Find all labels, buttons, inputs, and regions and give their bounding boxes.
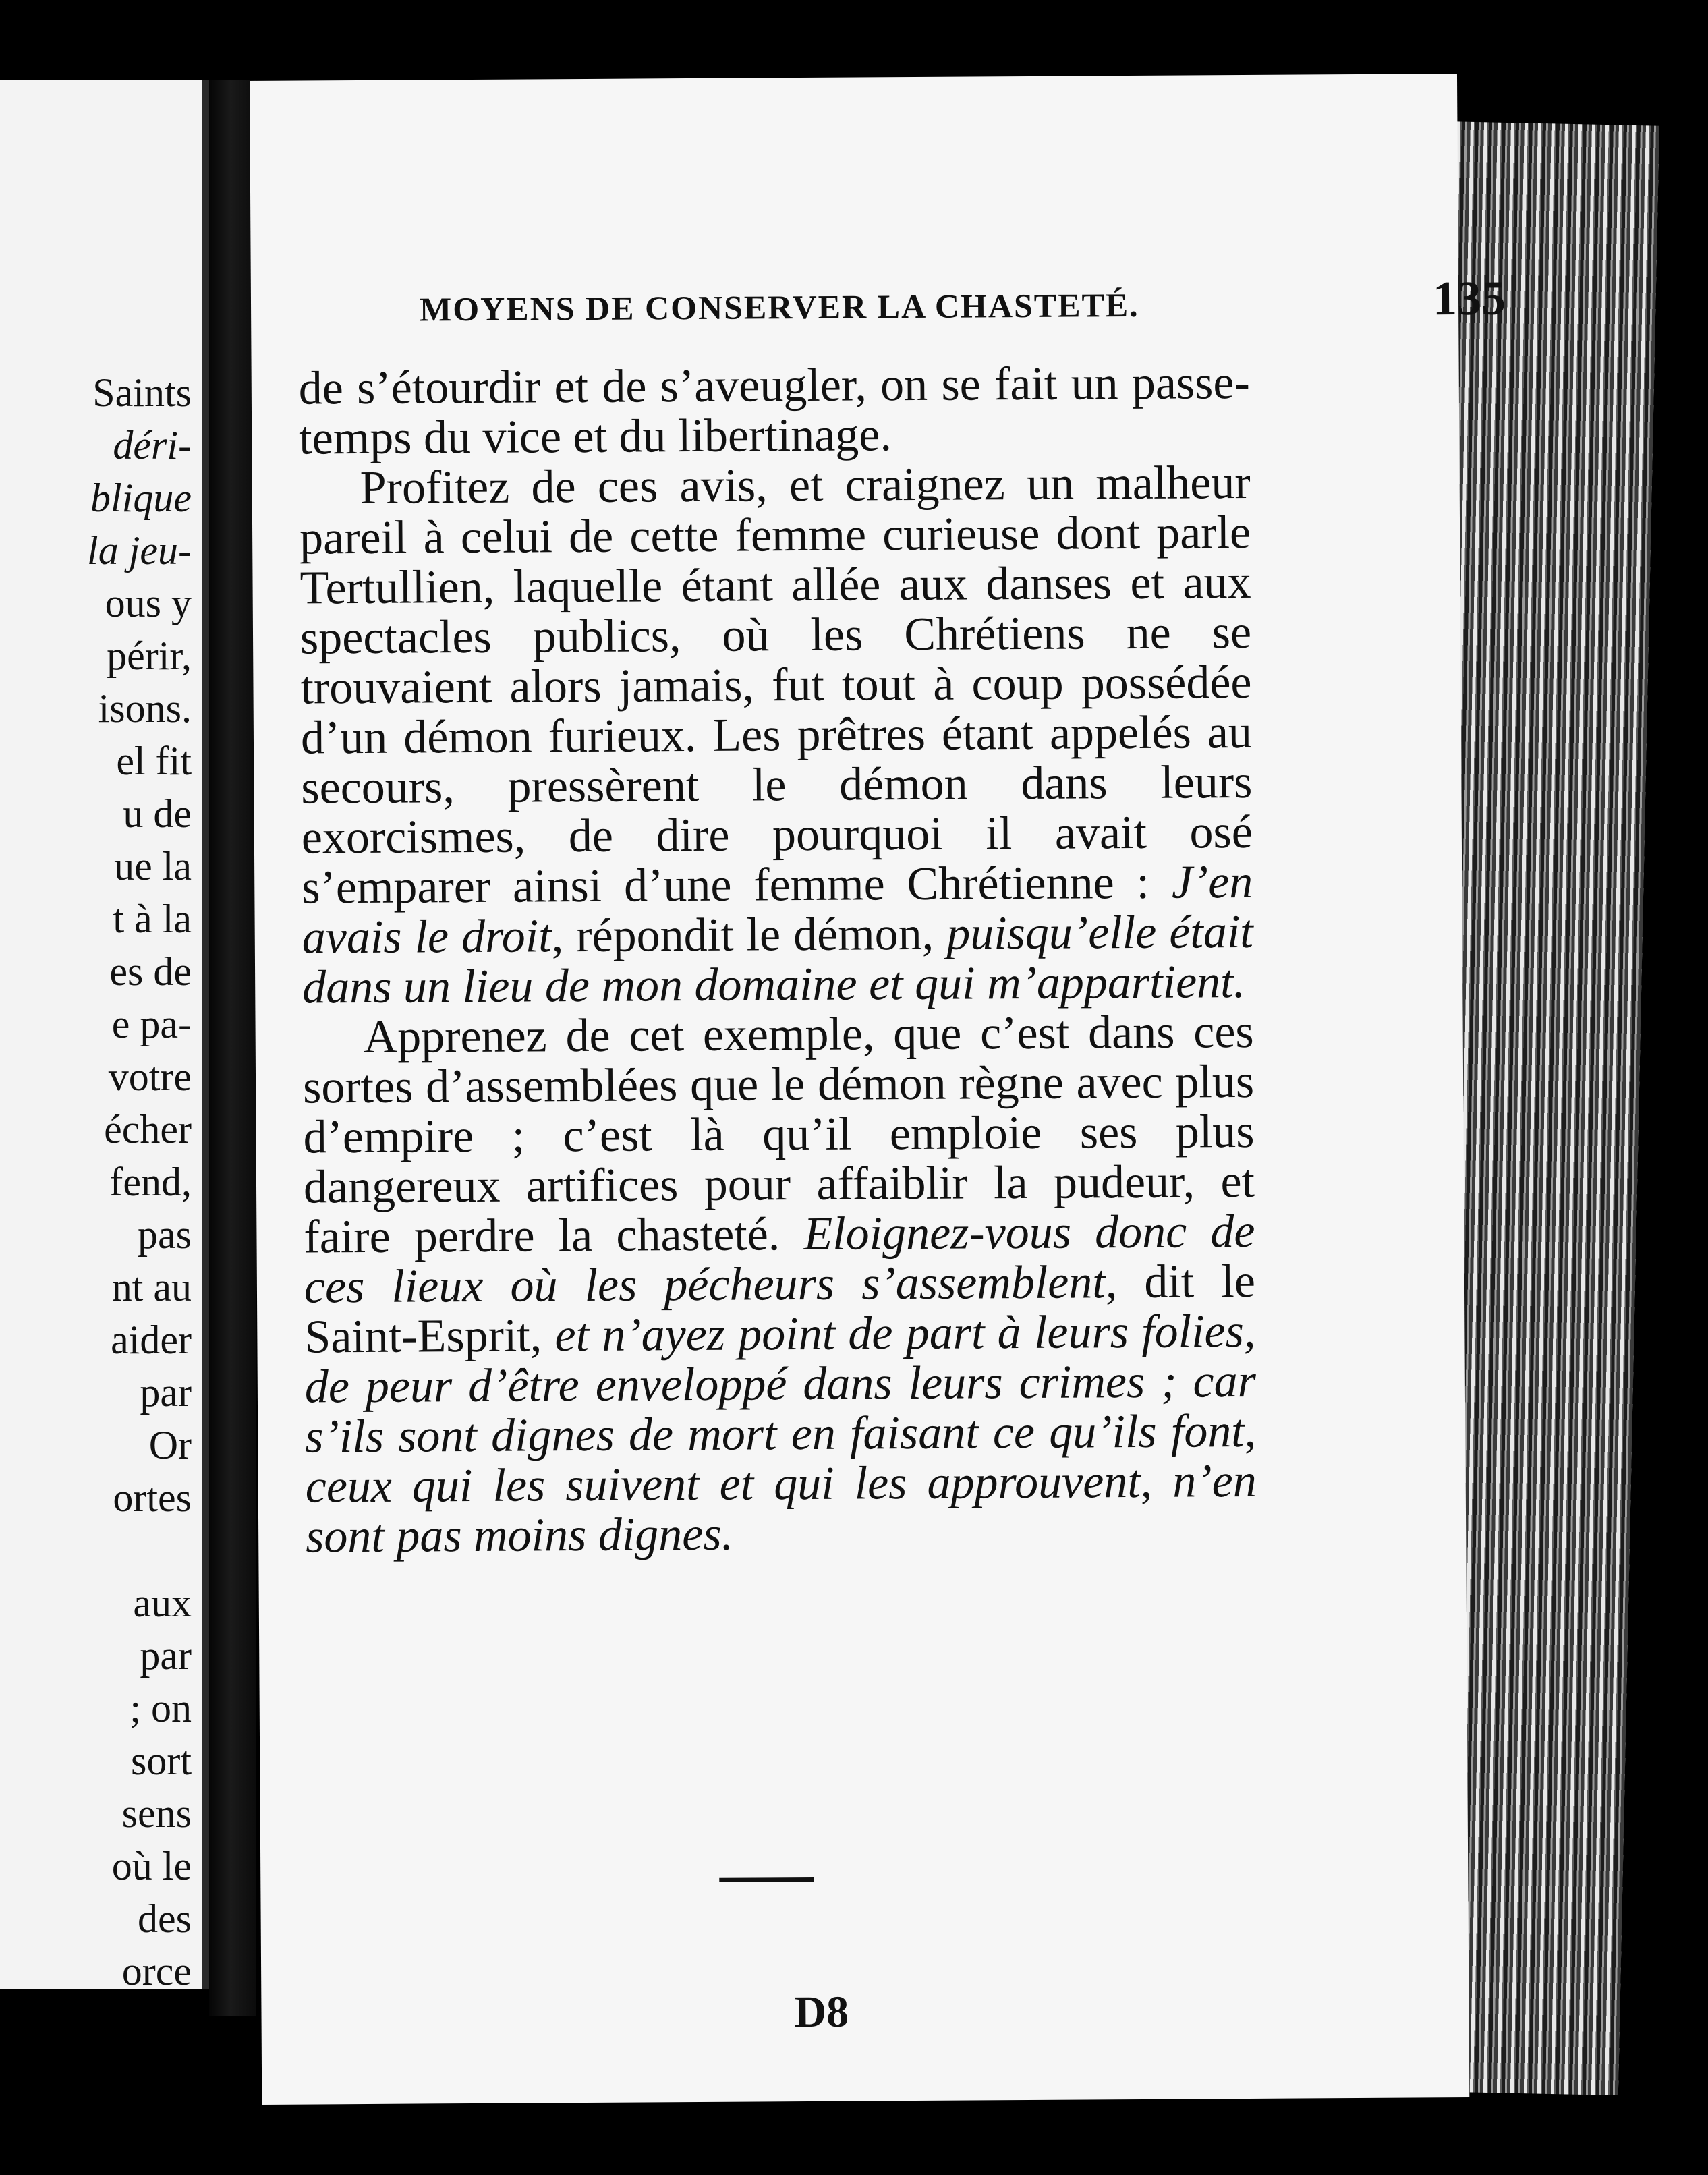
page-number: 135 <box>1432 271 1506 326</box>
running-head <box>420 271 1506 333</box>
previous-page-line: des <box>138 1896 192 1941</box>
previous-page-line: Or <box>148 1423 192 1467</box>
previous-page-line: ous y <box>105 581 192 625</box>
previous-page-line: sort <box>131 1739 192 1783</box>
previous-page-line: es de <box>109 949 192 994</box>
previous-page-line: ortes <box>113 1475 192 1520</box>
previous-page-line: fend, <box>109 1160 192 1204</box>
previous-page-fragment <box>0 80 209 1989</box>
section-rule <box>719 1877 814 1882</box>
previous-page-line: périr, <box>107 633 192 678</box>
previous-page-line: el fit <box>116 739 192 783</box>
italic-text: J’en avais le droit <box>302 855 1253 964</box>
running-head-title: MOYENS DE CONSERVER LA CHASTETÉ. <box>419 285 1139 329</box>
previous-page-line: écher <box>104 1107 192 1152</box>
previous-page-line <box>87 1524 192 1577</box>
text-segment: , dit le Saint-Esprit, <box>304 1255 1256 1363</box>
text-segment: , répondit le démon, <box>551 907 947 963</box>
italic-text: et n’ayez point de part à leurs folies, de peur d’être enveloppé dans leurs crimes ; car s’ils sont dignes de mort en faisant ce qu’ils font <box>304 1305 1257 1463</box>
paragraph <box>299 358 1251 464</box>
previous-page-line: orce <box>121 1949 192 1989</box>
book-gutter <box>209 80 256 2016</box>
book-page <box>250 74 1506 2105</box>
previous-page-text <box>87 366 192 1989</box>
page-body-text <box>299 358 1257 1562</box>
previous-page-line: votre <box>108 1054 192 1099</box>
text-segment: Profitez de ces avis, et craignez un malheur pareil à celui de cette femme curieuse dont parle Tertullien, laquelle étant allée aux danses et aux spectacles publics, où les Chrétiens ne se trouvaient alors jamais, fut tout à coup possédée d’un démon furieux. Les prêtres étant appelés au secours, pressèrent le démon dans leurs exorcismes, de dire pourquoi il avait osé s’emparer ainsi d’une femme Chrétienne : <box>299 456 1253 914</box>
previous-page-line: u de <box>123 791 192 836</box>
previous-page-line: déri- <box>113 423 192 468</box>
italic-text: Eloignez-vous donc de ces lieux où les pécheurs s’assemblent <box>304 1205 1255 1314</box>
previous-page-line: blique <box>90 476 192 520</box>
previous-page-line: la jeu- <box>87 528 192 573</box>
previous-page-line: sens <box>121 1791 192 1836</box>
previous-page-line: où le <box>111 1844 192 1888</box>
previous-page-line: Saints <box>92 370 192 415</box>
previous-page-line: par <box>140 1633 192 1678</box>
previous-page-line: aider <box>111 1318 192 1362</box>
text-segment: , <box>1140 1455 1173 1508</box>
text-segment: de s’étourdir et de s’aveugler, on se fait un passe-temps du vice et du libertinage. <box>298 356 1250 465</box>
previous-page-line: ; on <box>130 1686 192 1730</box>
previous-page-line: ue la <box>114 844 192 888</box>
paragraph <box>302 1007 1257 1562</box>
signature-mark: D8 <box>794 1987 849 2037</box>
text-segment: Apprenez de cet exemple, que c’est dans ces sortes d’assemblées que le démon règne avec plus d’empire ; c’est là qu’il emploie ses plus dangereux artifices pour affaiblir la pudeur, et faire perdre la chasteté. <box>302 1005 1255 1264</box>
previous-page-line: aux <box>133 1581 192 1625</box>
previous-page-line: e pa- <box>111 1002 192 1046</box>
previous-page-line: pas <box>138 1212 192 1257</box>
previous-page-line: isons. <box>98 686 192 731</box>
text-segment: , <box>1244 1405 1257 1458</box>
paragraph <box>299 458 1253 1013</box>
italic-text: ceux qui les suivent et qui les approuvent <box>305 1455 1141 1513</box>
previous-page-line: nt au <box>111 1265 192 1309</box>
italic-text: puisqu’elle était dans un lieu de mon domaine et qui m’appartient. <box>302 905 1253 1014</box>
previous-page-line: par <box>140 1370 192 1415</box>
previous-page-line: t à la <box>113 897 192 941</box>
italic-text: n’en sont pas moins dignes. <box>305 1454 1257 1563</box>
